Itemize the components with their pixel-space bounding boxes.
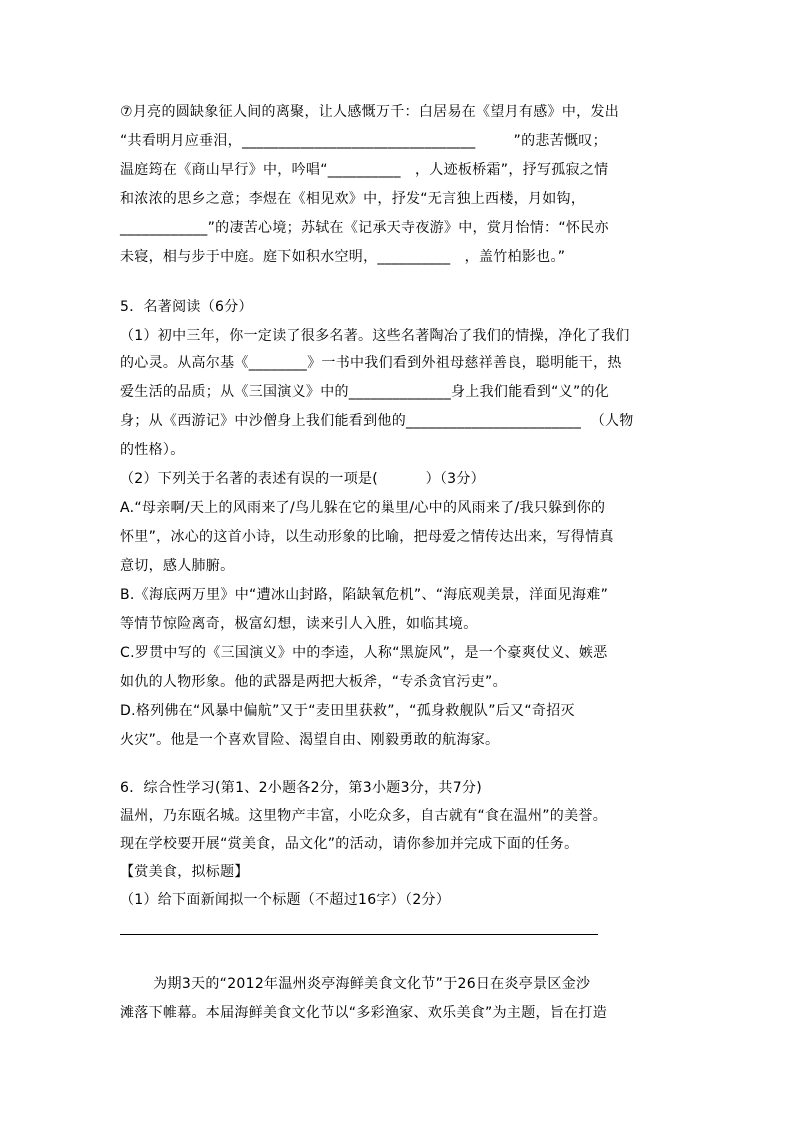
poem-line-2: “共看明月应垂泪，________________________________ ”的悲苦慨叹； (120, 133, 607, 149)
option-b-line-1: B.《海底两万里》中“遭冰山封路，陷缺氧危机”、“海底观美景，洋面见海难” (120, 587, 609, 603)
option-d-line-1: D.格列佛在“风暴中偏航”又于“麦田里获救”，“孤身救舰队”后又“奇招灭 (120, 703, 575, 719)
answer-blank-line (120, 934, 598, 935)
poem-line-4: 和浓浓的思乡之意；李煜在《相见欢》中，抒发“无言独上西楼，月如钩， (120, 191, 586, 207)
option-d-line-2: 火灾”。他是一个喜欢冒险、渴望自由、刚毅勇敢的航海家。 (120, 732, 500, 748)
poem-line-5: ____________”的凄苦心境；苏轼在《记承天寺夜游》中，赏月怡情：“怀民亦 (120, 220, 609, 236)
question5-part1-line-3: 爱生活的品质；从《三国演义》中的______________身上我们能看到“义”的化 (120, 384, 610, 400)
option-c-line-2: 如仇的人物形象。他的武器是两把大板斧，“专杀贪官污吏”。 (120, 674, 507, 690)
question6-intro-line-2: 现在学校要开展“赏美食，品文化”的活动，请你参加并完成下面的任务。 (120, 836, 579, 852)
news-line-2: 滩落下帷幕。本届海鲜美食文化节以“多彩渔家、欢乐美食”为主题，旨在打造 (120, 1005, 608, 1021)
poem-line-6: 未寝，相与步于中庭。庭下如积水空明，__________ ，盖竹柏影也。” (120, 249, 566, 265)
question5-part1-line-4: 身；从《西游记》中沙僧身上我们能看到他的________________________ （人物 (120, 413, 634, 429)
option-a-line-1: A.“母亲啊/天上的风雨来了/鸟儿躲在它的巢里/心中的风雨来了/我只躲到你的 (120, 500, 606, 516)
option-c-line-1: C.罗贯中写的《三国演义》中的李逵，人称“黑旋风”，是一个豪爽仗义、嫉恶 (120, 645, 608, 661)
question6-title: 6．综合性学习(第1、2小题各2分，第3小题3分，共7分) (120, 780, 482, 796)
option-a-line-3: 意切，感人肺腑。 (120, 558, 235, 574)
question5-part1-line-5: 的性格）。 (120, 442, 185, 458)
poem-line-1: ⑦月亮的圆缺象征人间的离聚，让人感慨万千：白居易在《望月有感》中，发出 (120, 104, 620, 120)
option-b-line-2: 等情节惊险离奇，极富幻想，读来引人入胜，如临其境。 (120, 616, 478, 632)
question6-intro-line-1: 温州，乃东瓯名城。这里物产丰富，小吃众多，自古就有“食在温州”的美誉。 (120, 808, 608, 824)
question6-section-heading: 【赏美食，拟标题】 (120, 864, 249, 880)
question5-part1-line-1: （1）初中三年，你一定读了很多名著。这些名著陶冶了我们的情操，净化了我们 (120, 328, 630, 344)
question5-part2-prompt: （2）下列关于名著的表述有误的一项是( ）（3分） (120, 471, 485, 487)
news-line-1: 为期3天的“2012年温州炎亭海鲜美食文化节”于26日在炎亭景区金沙 (120, 976, 591, 992)
poem-line-3: 温庭筠在《商山早行》中，吟唱“__________ ，人迹板桥霜”，抒写孤寂之情 (120, 162, 609, 178)
question5-title: 5．名著阅读（6分） (120, 299, 253, 315)
question6-sub-question: （1）给下面新闻拟一个标题（不超过16字）（2分） (120, 892, 451, 908)
question5-part1-line-2: 的心灵。从高尔基《________》一书中我们看到外祖母慈祥善良，聪明能干，热 (120, 355, 622, 371)
option-a-line-2: 怀里”，冰心的这首小诗，以生动形象的比喻，把母爱之情传达出来，写得情真 (120, 529, 614, 545)
